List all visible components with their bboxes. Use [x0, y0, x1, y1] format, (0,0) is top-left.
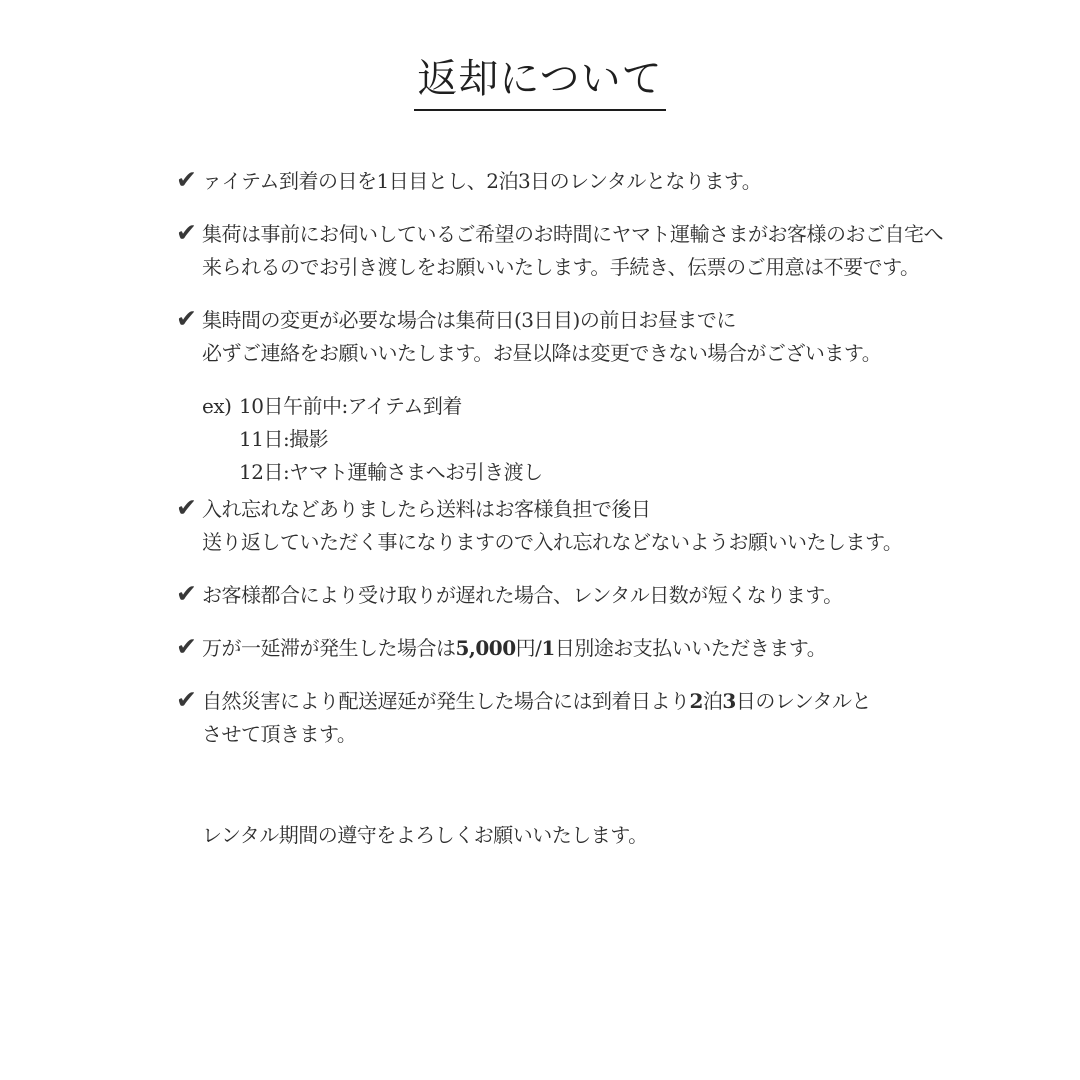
checklist-item: [178, 165, 1000, 198]
checkmark-icon: ✔: [176, 165, 197, 194]
item-text: [202, 579, 1000, 612]
item-text: [202, 165, 1000, 198]
text-segment: 万が一延滞が発生した場合は: [202, 636, 456, 660]
text-line: [202, 718, 1000, 751]
text-line: [202, 251, 1000, 284]
text-segment: させて頂きます。: [202, 722, 357, 746]
text-segment: 円/: [515, 636, 542, 660]
checklist-item: [178, 632, 1000, 665]
text-segment: 集時間の変更が必要な場合は集荷日(3日目)の前日お昼までに: [202, 308, 736, 332]
text-line: [202, 632, 1000, 665]
text-segment: 送り返していただく事になりますので入れ忘れなどないようお願いいたします。: [202, 530, 903, 554]
checkmark-icon: ✔: [176, 218, 197, 247]
checklist-item: [178, 685, 1000, 751]
text-line: [202, 218, 1000, 251]
item-text: [202, 632, 1000, 665]
item-text: [202, 304, 1000, 370]
checkmark-icon: ✔: [176, 685, 197, 714]
text-line: [202, 337, 1000, 370]
text-segment: 5,000: [455, 636, 516, 660]
text-segment: 日のレンタルと: [735, 689, 872, 713]
title-container: [0, 0, 1080, 111]
text-segment: 泊: [702, 689, 723, 713]
closing-note: レンタル期間の遵守をよろしくお願いいたします。: [202, 823, 648, 847]
text-segment: 1: [541, 636, 555, 660]
text-segment: 入れ忘れなどありましたら送料はお客様負担で後日: [202, 497, 651, 521]
text-line: [202, 685, 1000, 718]
text-segment: お客様都合により受け取りが遅れた場合、レンタル日数が短くなります。: [202, 583, 843, 607]
text-segment: 自然災害により配送遅延が発生した場合には到着日より: [202, 689, 690, 713]
text-line: [202, 165, 1000, 198]
text-segment: 2: [689, 689, 703, 713]
text-segment: 集荷は事前にお伺いしているご希望のお時間にヤマト運輸さまがお客様のおご自宅へ: [202, 222, 943, 246]
checklist-item: [178, 304, 1000, 370]
checkmark-icon: ✔: [176, 579, 197, 608]
policy-list: [178, 165, 1000, 852]
example-lines: [239, 390, 543, 489]
item-text: [202, 493, 1000, 559]
page-title: 返却について: [414, 57, 665, 111]
text-line: [202, 304, 1000, 337]
checklist-item: [178, 579, 1000, 612]
text-segment: 来られるのでお引き渡しをお願いいたします。手続き、伝票のご用意は不要です。: [202, 255, 920, 279]
text-line: [202, 579, 1000, 612]
example-line: 10日午前中:アイテム到着: [239, 394, 462, 418]
example-line: 12日:ヤマト運輸さまへお引き渡し: [239, 460, 543, 484]
checkmark-icon: ✔: [176, 632, 197, 661]
text-line: [202, 493, 1000, 526]
checklist-item: [178, 218, 1000, 284]
text-segment: 3: [722, 689, 736, 713]
text-segment: ァイテム到着の日を1日目とし、2泊3日のレンタルとなります。: [202, 169, 762, 193]
example-line: 11日:撮影: [239, 427, 329, 451]
item-text: [202, 218, 1000, 284]
item-text: [202, 685, 1000, 751]
checkmark-icon: ✔: [176, 304, 197, 333]
example-block: [202, 390, 1000, 489]
example-prefix: ex): [202, 394, 232, 418]
checkmark-icon: ✔: [176, 493, 197, 522]
text-line: [202, 526, 1000, 559]
text-segment: 必ずご連絡をお願いいたします。お昼以降は変更できない場合がございます。: [202, 341, 882, 365]
text-segment: 日別途お支払いいただきます。: [554, 636, 827, 660]
checklist-item: [178, 493, 1000, 559]
